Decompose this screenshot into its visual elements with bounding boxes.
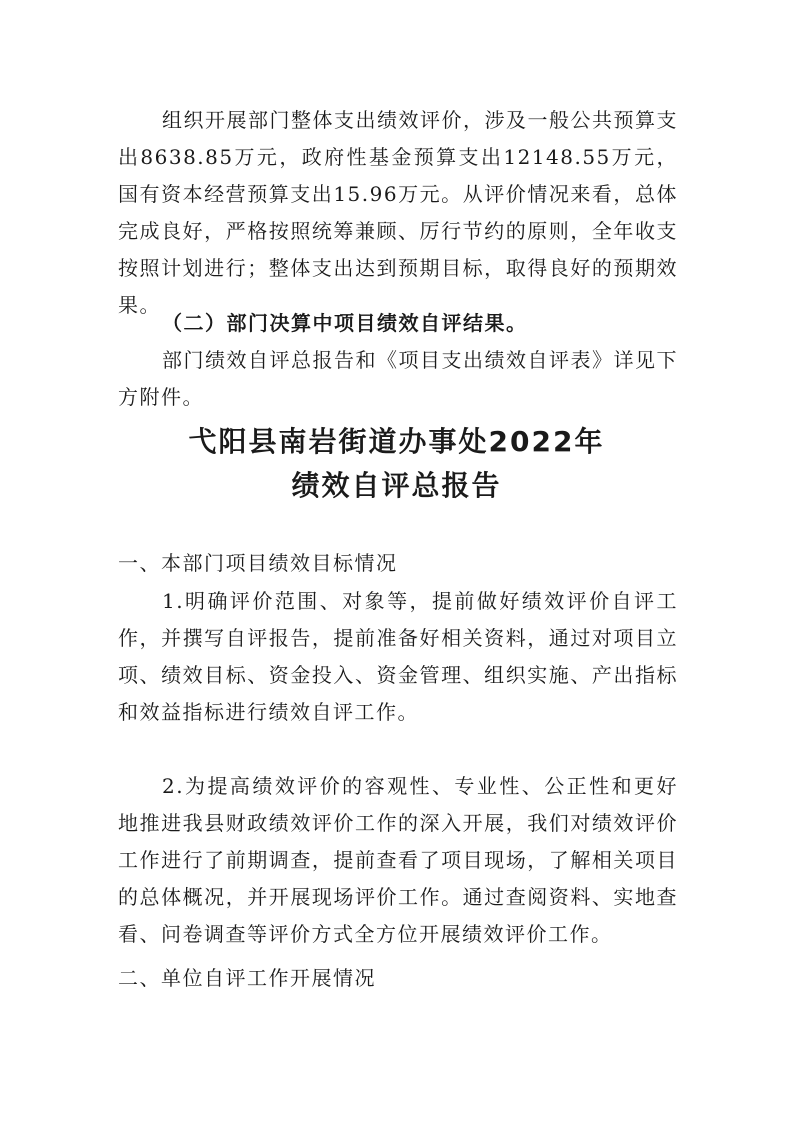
section-heading-self-evaluation: 二、单位自评工作开展情况 (118, 966, 376, 990)
list-item-2: 2.为提高绩效评价的容观性、专业性、公正性和更好地推进我县财政绩效评价工作的深入开展，我们对绩效评价工作进行了前期调查，提前查看了项目现场，了解相关项目的总体概况，并开展现场评价工作。通过查阅资料、实地查看、问卷调查等评价方式全方位开展绩效评价工作。 (118, 774, 678, 946)
subheading-project-results: （二）部门决算中项目绩效自评结果。 (162, 311, 528, 335)
report-title-line1: 弋阳县南岩街道办事处2022年 (188, 425, 605, 458)
paragraph-overall-evaluation: 组织开展部门整体支出绩效评价，涉及一般公共预算支出8638.85万元，政府性基金预算支出12148.55万元，国有资本经营预算支出15.96万元。从评价情况来看，总体完成良好，严格按照统筹兼顾、厉行节约的原则，全年收支按照计划进行；整体支出达到预期目标，取得良好的预期效果。 (118, 108, 678, 317)
report-title-line2: 绩效自评总报告 (291, 469, 502, 502)
paragraph-attachment-note: 部门绩效自评总报告和《项目支出绩效自评表》详见下方附件。 (118, 348, 678, 409)
section-heading-goals: 一、本部门项目绩效目标情况 (118, 551, 398, 575)
list-item-1: 1.明确评价范围、对象等，提前做好绩效评价自评工作，并撰写自评报告，提前准备好相关资料，通过对项目立项、绩效目标、资金投入、资金管理、组织实施、产出指标和效益指标进行绩效自评工作。 (118, 589, 678, 724)
